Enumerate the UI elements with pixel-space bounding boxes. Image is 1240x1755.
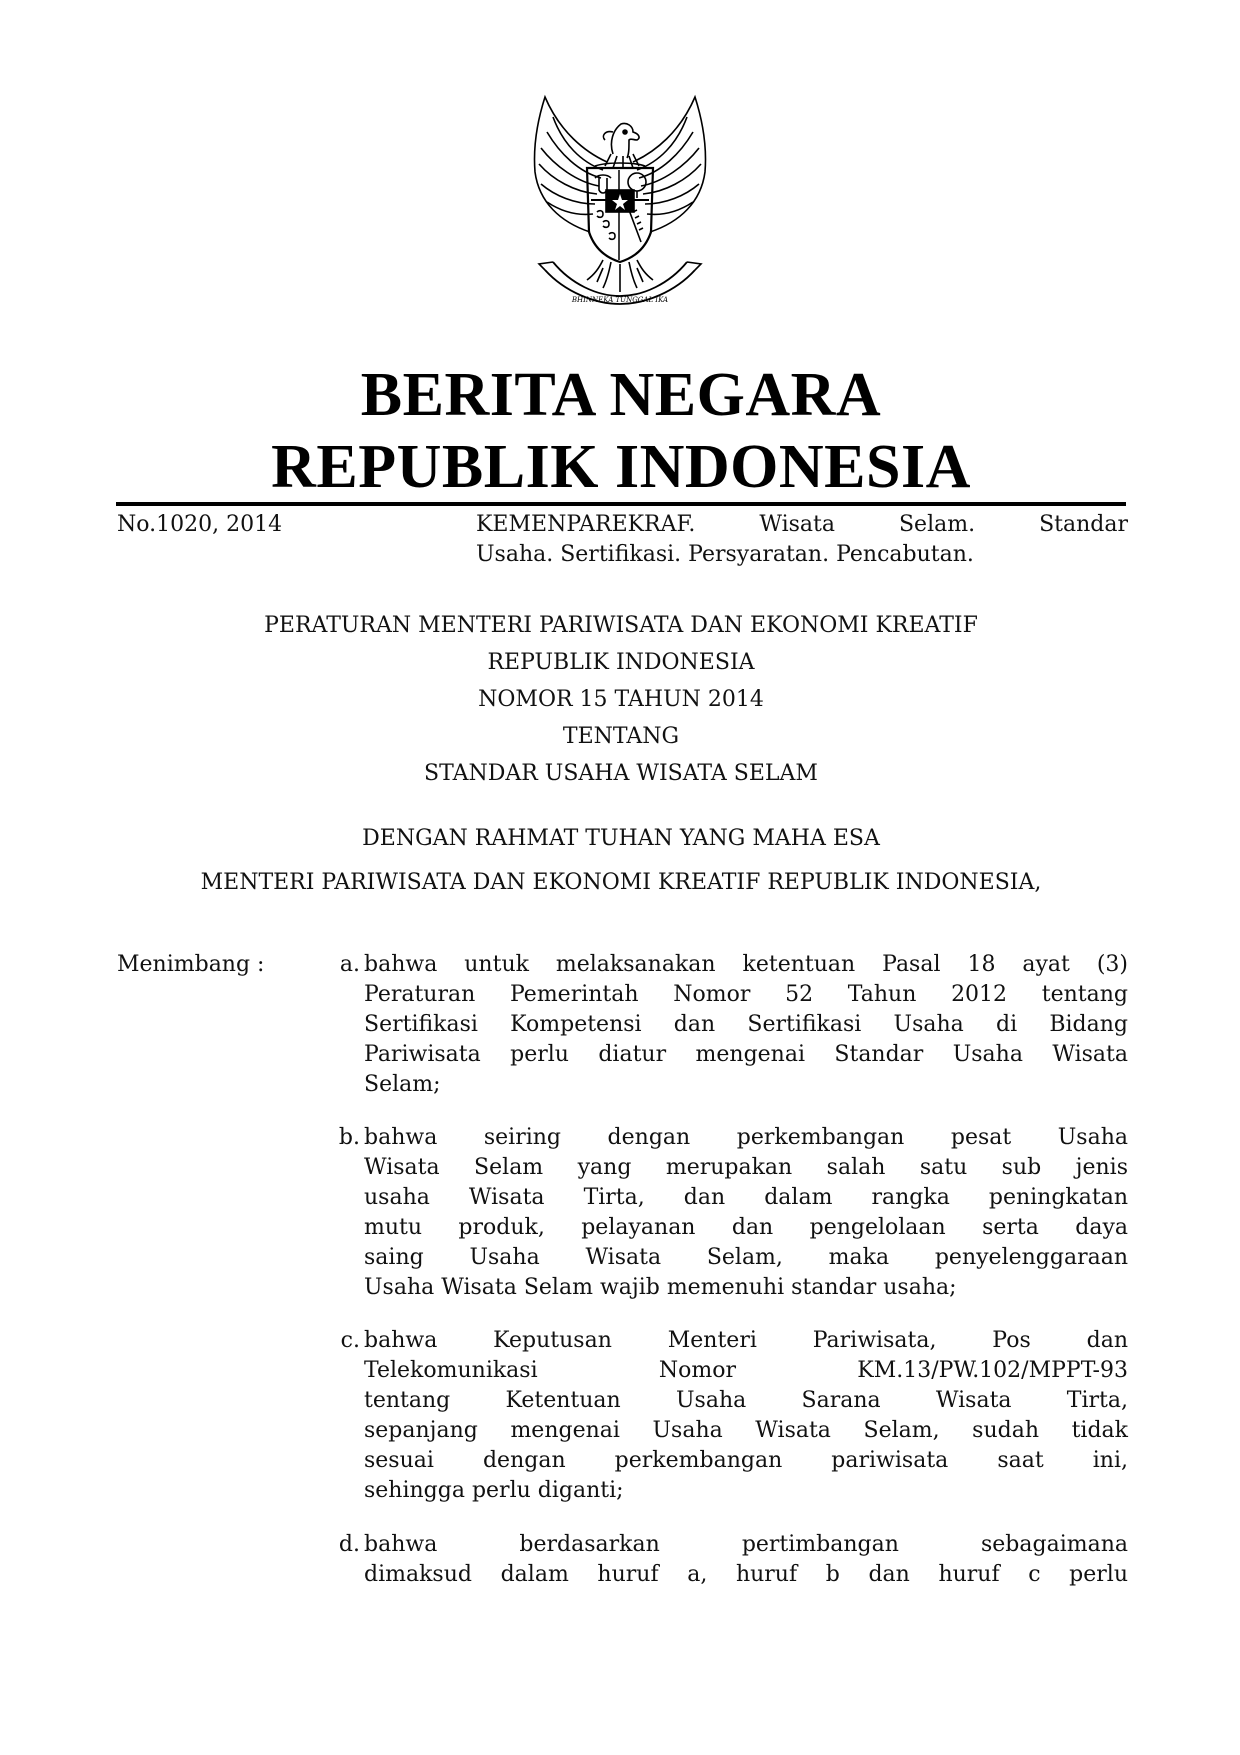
svg-text:BHINNEKA TUNGGAL IKA: BHINNEKA TUNGGAL IKA xyxy=(571,296,669,304)
item-text xyxy=(364,1123,1128,1303)
item-line: Sertifikasi Kompetensi dan Sertifikasi Usaha di Bidang xyxy=(364,1012,1128,1037)
item-line: bahwa untuk melaksanakan ketentuan Pasal 18 ayat (3) xyxy=(364,952,1128,977)
garuda-pancasila-emblem xyxy=(515,92,725,307)
regulation-title-line2: REPUBLIK INDONESIA xyxy=(487,650,755,675)
masthead-divider xyxy=(116,502,1126,506)
rahmat-heading: DENGAN RAHMAT TUHAN YANG MAHA ESA xyxy=(362,826,880,851)
item-marker: d. xyxy=(338,1532,360,1557)
item-line: Telekomunikasi Nomor KM.13/PW.102/MPPT-93 xyxy=(364,1358,1128,1383)
item-line: bahwa Keputusan Menteri Pariwisata, Pos dan xyxy=(364,1328,1128,1353)
regulation-title-line5: STANDAR USAHA WISATA SELAM xyxy=(424,761,818,786)
item-text xyxy=(364,1326,1128,1506)
menimbang-label: Menimbang : xyxy=(117,952,265,977)
item-marker: a. xyxy=(339,952,360,977)
item-line: sehingga perlu diganti; xyxy=(364,1478,624,1503)
item-text xyxy=(364,1530,1128,1590)
gazette-subject-line1: KEMENPAREKRAF. Wisata Selam. Standar xyxy=(476,512,1128,537)
masthead-title-line1: BERITA NEGARA xyxy=(360,361,882,429)
item-line: mutu produk, pelayanan dan pengelolaan serta daya xyxy=(364,1215,1128,1240)
item-marker: b. xyxy=(338,1125,360,1150)
item-line: Pariwisata perlu diatur mengenai Standar Usaha Wisata xyxy=(364,1042,1128,1067)
item-line: bahwa seiring dengan perkembangan pesat Usaha xyxy=(364,1125,1128,1150)
item-line: usaha Wisata Tirta, dan dalam rangka peningkatan xyxy=(364,1185,1128,1210)
item-text xyxy=(364,950,1128,1100)
item-line: Selam; xyxy=(364,1072,441,1097)
menteri-heading: MENTERI PARIWISATA DAN EKONOMI KREATIF REPUBLIK INDONESIA, xyxy=(200,870,1042,895)
masthead-title-line2: REPUBLIK INDONESIA xyxy=(271,433,971,501)
gazette-subject-line2: Usaha. Sertifikasi. Persyaratan. Pencabutan. xyxy=(476,542,974,567)
item-line: dimaksud dalam huruf a, huruf b dan huruf c perlu xyxy=(364,1562,1128,1587)
item-line: sepanjang mengenai Usaha Wisata Selam, sudah tidak xyxy=(364,1418,1128,1443)
item-line: saing Usaha Wisata Selam, maka penyelenggaraan xyxy=(364,1245,1128,1270)
gazette-number: No.1020, 2014 xyxy=(117,512,283,537)
item-line: tentang Ketentuan Usaha Sarana Wisata Tirta, xyxy=(364,1388,1128,1413)
gazette-subject xyxy=(476,510,1128,570)
item-line: sesuai dengan perkembangan pariwisata saat ini, xyxy=(364,1448,1128,1473)
item-marker: c. xyxy=(340,1328,360,1353)
item-line: Wisata Selam yang merupakan salah satu sub jenis xyxy=(364,1155,1128,1180)
regulation-title-line4: TENTANG xyxy=(562,724,680,749)
item-line: Usaha Wisata Selam wajib memenuhi standar usaha; xyxy=(364,1275,957,1300)
item-line: Peraturan Pemerintah Nomor 52 Tahun 2012 tentang xyxy=(364,982,1128,1007)
regulation-title xyxy=(115,607,1127,792)
regulation-title-line3: NOMOR 15 TAHUN 2014 xyxy=(478,687,764,712)
item-line: bahwa berdasarkan pertimbangan sebagaimana xyxy=(364,1532,1128,1557)
regulation-title-line1: PERATURAN MENTERI PARIWISATA DAN EKONOMI KREATIF xyxy=(264,613,978,638)
